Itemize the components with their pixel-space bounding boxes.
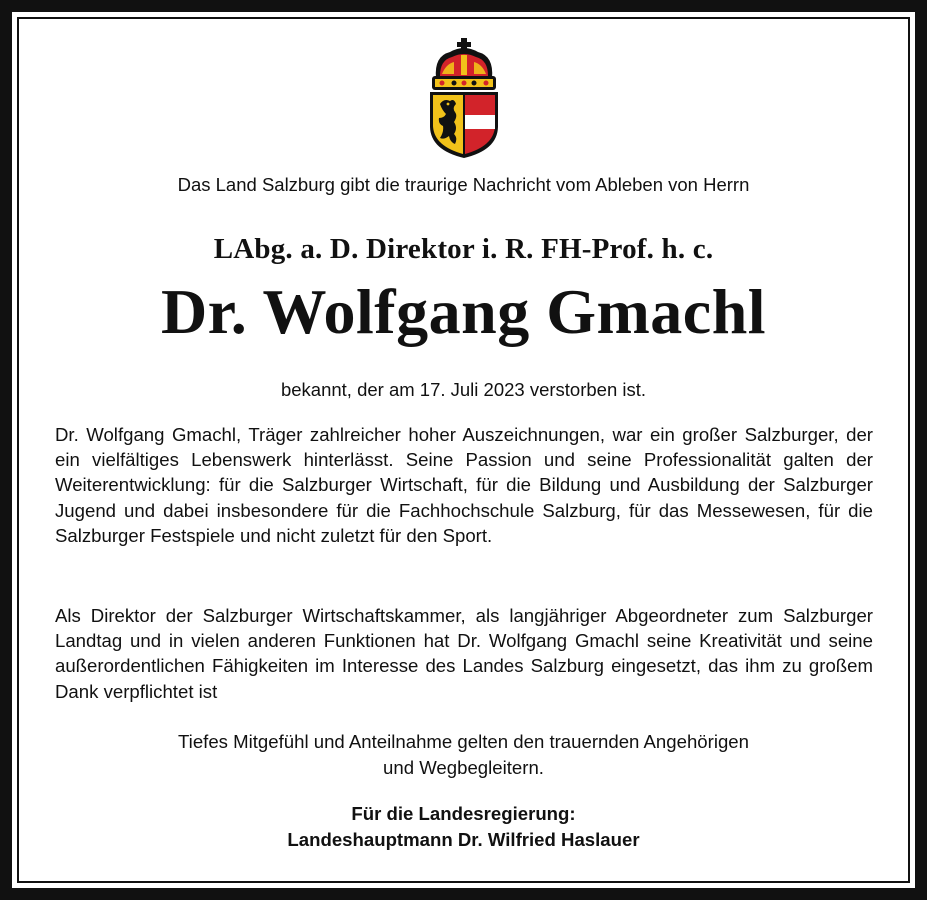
honorific-titles: LAbg. a. D. Direktor i. R. FH-Prof. h. c. xyxy=(213,233,714,265)
intro-text: Das Land Salzburg gibt die traurige Nachricht vom Ableben von Herrn xyxy=(177,174,750,195)
deceased-name: Dr. Wolfgang Gmachl xyxy=(160,276,767,347)
condolence-text xyxy=(0,729,927,780)
signature-line-2: Landeshauptmann Dr. Wilfried Haslauer xyxy=(287,829,640,850)
salzburg-coat-of-arms-icon xyxy=(428,38,500,160)
tribute-paragraph-1: Dr. Wolfgang Gmachl, Träger zahlreicher hoher Auszeichnungen, war ein großer Salzburger, der ein vielfältiges Lebenswerk hinterlässt. Seine Passion und seine Professionalität galten der Weiterentwicklung: für die Salzburger Wirtschaft, für die Bildung und Ausbildung der Salzburger Jugend und dabei insbesondere für die Fachhochschule Salzburg, für das Messewesen, für die Salzburger Festspiele und nicht zuletzt für den Sport. xyxy=(55,424,873,546)
tribute-paragraph-2: Als Direktor der Salzburger Wirtschaftskammer, als langjähriger Abgeordneter zum Salzburger Landtag und in vielen anderen Funktionen hat Dr. Wolfgang Gmachl seine Kreativität und seine außerordentlichen Fähigkeiten im Interesse des Landes Salzburg eingesetzt, das ihm zu großem Dank verpflichtet ist xyxy=(55,605,873,702)
signature-block xyxy=(0,801,927,853)
signature-line-1: Für die Landesregierung: xyxy=(351,803,576,824)
condolence-line-1: Tiefes Mitgefühl und Anteilnahme gelten den trauernden Angehörigen xyxy=(178,731,749,752)
death-date-line: bekannt, der am 17. Juli 2023 verstorben ist. xyxy=(280,379,647,400)
condolence-line-2: und Wegbegleitern. xyxy=(383,756,544,778)
